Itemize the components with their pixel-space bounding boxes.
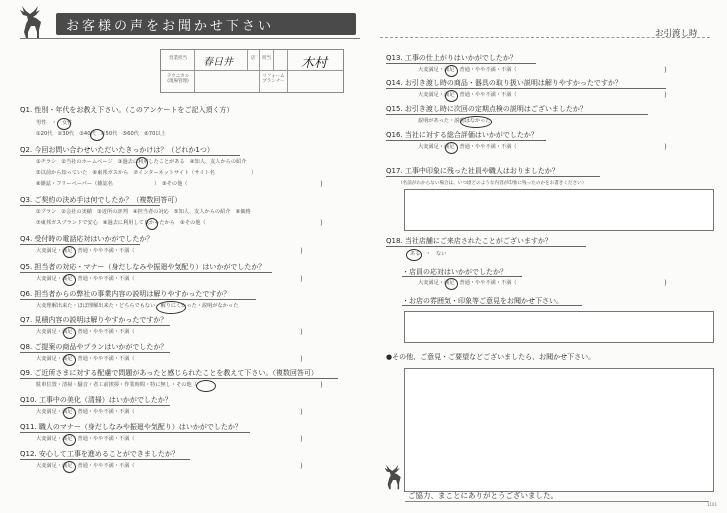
question-13: Q13. 工事の仕上がりはいかがでしたか？	[386, 54, 517, 62]
answer-circle	[63, 407, 76, 419]
q17-answer-box[interactable]	[404, 189, 714, 231]
q18-scale: ある ・ ない	[410, 251, 447, 257]
deer-logo-small-icon	[380, 462, 406, 492]
question-12: Q12. 安心して工事を進めることができましたか？	[20, 450, 179, 458]
question-18: Q18. 当社店舗にご来店されたことがございますか？	[386, 237, 552, 245]
question-4: Q4. 受付時の電話応対はいかがでしたか？	[20, 235, 154, 243]
sales-signature: 春日井	[203, 57, 233, 68]
q15-scale: 説明があった・説明はなかった	[418, 118, 491, 124]
survey-sheet: お客様の声をお聞かせ下さい お引渡し時 営業担当 テクニカル (現場管理) 店 担当 リフォーム プランナー 春日井 木村 Q1. 性別・年代をお教え下さい。（このアンケートをご記入頂く方） 男性 ・ 女性 ①20代 ②30代 ③40代 ④50代 ⑤60代 ⑥70以上 Q2. 今回お問い合わせいただいたきっかけは？（どれか1つ） ①チラシ ②当社のホームページ ③過去に利用したことがある ④知人、友人からの紹介 ⑤以前から知っていた ⑥東邦ガスから ⑦インターネットサイト（サイト名 ） ⑧雑誌・フリーペーパー（雑誌名 ） ⑨その他（ ) Q3. ご契約の決め手は何でしたか？（複数回答可） ①プラン ②会社の実績 ③近所の評判 ④担当者の対応 ⑤知人、友人からの紹介 ⑥価格 ⑦東邦ガスブランドで安心 ⑧過去に利用して良かったから ⑨その他（ ) Q4. 受付時の電話応対はいかがでしたか？ 大変満足・満足・普通・やや不満・不満（ ) Q5. 担当者の対応・マナー（身だしなみや振廻や気配り）はいかがでしたか？ 大変満足・満足・普通・やや不満・不満（ ) Q6. 担当者からの弊社の事業内容の説明は解りやすかったですか？ 大変理解出来た・ほぼ理解出来た・どちらでもない・解りにくかった・説明がなかった Q7. 見積内容の説明は解りやすかったですか？ 大変満足・満足・普通・やや不満・不満（ ) Q8. ご提案の商品やプランはいかがでしたか？ 大変満足・満足・普通・やや不満・不満（ ) Q9. ご近所さまに対する配慮で問題があったと感じられたことを教えて下さい。（複数回答可） 駐車位置・清掃・騒音・者工前挨拶・作業時間・特に無し・その他（ ) Q10. 工事中の美化（清掃）はいかがでしたか？ 大変満足・満足・普通・やや不満・不満（ ) Q11. 職人のマナー（身だしなみや振廻や気配り）はいかがでしたか？ 大変満足・満足・普通・やや不満・不満（ ) Q12. 安心して工事を進めることができましたか？ 大変満足・満足・普通・やや不満・不満（ ) Q13. 工事の仕上がりはいかがでしたか？ 大変満足・満足・普通・やや不満・不満（ ) Q14. お引き渡し時の商品・器具の取り扱い説明は解りやすかったですか？ 大変満足・満足・普通・やや不満・不満（ ) Q15. お引き渡し時に次回の定期点検の説明はございましたか？ 説明があった・説明はなかった Q16. 当社に対する総合評価はいかがでしたか？ 大変満足・満足・普通・やや不満・不満（ ) Q17. 工事中印象に残った社員や職人はおりましたか？ （名前がわからない場合は、いつ頃どのような内容が印象に残ったのかをお書きください） Q18. 当社店舗にご来店されたことがございますか？ ある ・ ない ・店員の応対はいかがでしたか？ 大変満足・満足・普通・やや不満・不満（ ) ・お店の雰囲気・印象等ご意見をお聞かせ下さい。 ●その他、ご意見・ご要望などございましたら、お聞かせ下さい。 ご協力、まことにありがとうございました。 1101	[0, 0, 727, 513]
question-2: Q2. 今回お問い合わせいただいたきっかけは？（どれか1つ）	[20, 146, 214, 154]
question-16: Q16. 当社に対する総合評価はいかがでしたか？	[386, 131, 538, 139]
answer-circle	[445, 142, 458, 154]
question-8: Q8. ご提案の商品やプランはいかがでしたか？	[20, 343, 168, 351]
answer-circle	[63, 274, 76, 286]
question-6: Q6. 担当者からの弊社の事業内容の説明は解りやすかったですか？	[20, 290, 231, 298]
sales-label: 営業担当	[169, 56, 187, 61]
store-label: 店	[250, 56, 256, 61]
handover-label: お引渡し時	[655, 29, 698, 39]
answer-circle	[136, 157, 148, 169]
charge-signature: 木村	[301, 56, 328, 71]
answer-circle	[63, 434, 76, 446]
question-15: Q15. お引き渡し時に次回の定期点検の説明はございましたか？	[386, 105, 587, 113]
answer-circle	[445, 278, 458, 290]
q16-scale: 大変満足・満足・普通・やや不満・不満（	[418, 144, 517, 150]
staff-table	[160, 49, 344, 93]
other-comments-heading: ●その他、ご意見・ご要望などございましたら、お聞かせ下さい。	[386, 353, 596, 361]
question-9: Q9. ご近所さまに対する配慮で問題があったと感じられたことを教えて下さい。（複数回答可）	[20, 369, 318, 377]
answer-circle	[156, 301, 186, 314]
answer-circle	[63, 354, 76, 366]
q14-scale: 大変満足・満足・普通・やや不満・不満（	[418, 92, 517, 98]
q2-options-1: ①チラシ ②当社のホームページ ③過去に利用したことがある ④知人、友人からの紹介	[36, 159, 247, 165]
answer-circle	[63, 461, 76, 473]
other-comments-box[interactable]	[404, 368, 714, 492]
planner-label: リフォーム プランナー	[262, 74, 285, 84]
answer-circle	[57, 118, 71, 130]
charge-label: 担当	[262, 56, 271, 61]
question-3: Q3. ご契約の決め手は何でしたか？（複数回答可）	[20, 196, 182, 204]
question-17: Q17. 工事中印象に残った社員や職人はおりましたか？	[386, 167, 559, 175]
q3-options-2: ⑦東邦ガスブランドで安心 ⑧過去に利用して良かったから ⑨その他（	[36, 220, 206, 226]
q4-scale: 大変満足・満足・普通・やや不満・不満（	[36, 248, 135, 254]
q18-store-question: ・お店の雰囲気・印象等ご意見をお聞かせ下さい。	[402, 297, 563, 305]
q17-note: （名前がわからない場合は、いつ頃どのような内容が印象に残ったのかをお書きください）	[398, 181, 587, 186]
q1-ages: ①20代 ②30代 ③40代 ④50代 ⑤60代 ⑥70以上	[36, 131, 166, 137]
tech-label: テクニカル (現場管理)	[166, 74, 190, 84]
q10-scale: 大変満足・満足・普通・やや不満・不満（	[36, 409, 135, 415]
answer-circle	[63, 327, 76, 339]
answer-circle	[406, 249, 422, 261]
q13-scale: 大変満足・満足・普通・やや不満・不満（	[418, 67, 517, 73]
q2-options-2: ⑤以前から知っていた ⑥東邦ガスから ⑦インターネットサイト（サイト名 ）	[36, 170, 257, 176]
q1-gender: 男性 ・ 女性	[36, 120, 73, 126]
answer-circle	[460, 116, 492, 128]
q12-scale: 大変満足・満足・普通・やや不満・不満（	[36, 463, 135, 469]
question-1: Q1. 性別・年代をお教え下さい。（このアンケートをご記入頂く方）	[20, 106, 234, 114]
question-10: Q10. 工事中の美化（清掃）はいかがでしたか？	[20, 396, 172, 404]
deer-logo-icon	[14, 4, 48, 40]
q18-staff-scale: 大変満足・満足・普通・やや不満・不満（	[418, 280, 517, 286]
question-5: Q5. 担当者の対応・マナー（身だしなみや振廻や気配り）はいかがでしたか？	[20, 263, 266, 271]
answer-circle	[445, 90, 458, 102]
q2-options-3: ⑧雑誌・フリーペーパー（雑誌名 ） ⑨その他（	[36, 181, 188, 187]
answer-circle	[445, 65, 458, 77]
answer-circle	[90, 129, 104, 141]
header-divider	[20, 38, 360, 39]
q9-scale: 駐車位置・清掃・騒音・者工前挨拶・作業時間・特に無し・その他（	[36, 382, 197, 388]
thanks-message: ご協力、まことにありがとうございました。	[408, 491, 558, 500]
q6-scale: 大変理解出来た・ほぼ理解出来た・どちらでもない・解りにくかった・説明がなかった	[36, 303, 239, 309]
q18-staff-question: ・店員の応対はいかがでしたか？	[402, 268, 507, 276]
header-divider-right	[380, 37, 710, 38]
q3-options-1: ①プラン ②会社の実績 ③近所の評判 ④担当者の対応 ⑤知人、友人からの紹介 ⑥価格	[36, 209, 251, 215]
q5-scale: 大変満足・満足・普通・やや不満・不満（	[36, 276, 135, 282]
answer-circle	[146, 218, 158, 230]
question-11: Q11. 職人のマナー（身だしなみや振廻や気配り）はいかがでしたか？	[20, 423, 242, 431]
question-7: Q7. 見積内容の説明は解りやすかったですか？	[20, 316, 168, 324]
page-number: 1101	[706, 502, 717, 507]
q8-scale: 大変満足・満足・普通・やや不満・不満（	[36, 356, 135, 362]
q18-answer-box[interactable]	[404, 311, 714, 343]
answer-circle	[63, 246, 76, 258]
q11-scale: 大変満足・満足・普通・やや不満・不満（	[36, 436, 135, 442]
question-14: Q14. お引き渡し時の商品・器具の取り扱い説明は解りやすかったですか？	[386, 79, 622, 87]
answer-circle	[196, 380, 216, 392]
page-title: お客様の声をお聞かせ下さい	[66, 19, 275, 34]
q7-scale: 大変満足・満足・普通・やや不満・不満（	[36, 329, 135, 335]
